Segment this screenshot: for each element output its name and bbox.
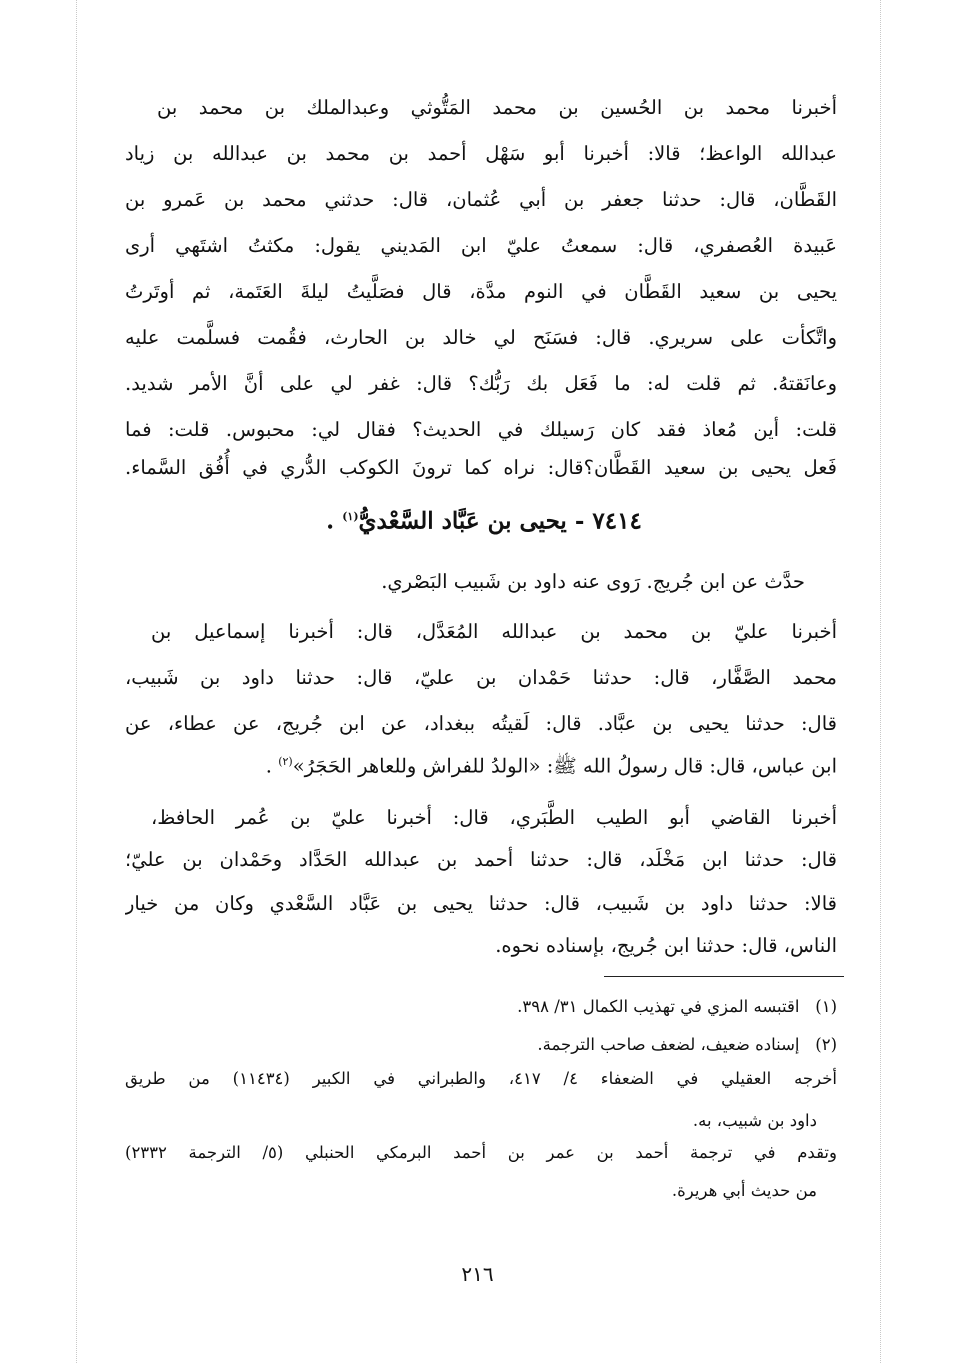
text-line: الناس، قال: حدثنا ابن جُريج، بإسناده نحوه. [495, 934, 837, 957]
text-line: محمد الصَّفَّار، قال: حدثنا حَمْدان بن عليّ، قال: حدثنا داود بن شَبيب، [125, 666, 837, 689]
footnote-1 [117, 992, 837, 1022]
text-line: قالا: حدثنا داود بن شَبيب، قال: حدثنا يحيى بن عَبَّاد السَّعْدي وكان من خيار [125, 892, 837, 915]
text-line: أخبرنا القاضي أبو الطيب الطَّبَري، قال: أخبرنا عليّ بن عُمر الحافظ، [151, 806, 837, 829]
text-line: وعانَقتهُ. ثم قلت له: ما فَعَل بك رَبُّك؟ قال: غفر لي على أنَّ الأمر شديد. [125, 372, 837, 395]
footnote-line: وتقدم في ترجمة أحمد بن عمر بن أحمد البرمكي الحنبلي (٥/ الترجمة ٢٣٣٢) [125, 1143, 837, 1162]
text-line: ابن عباس، قال: قال رسولُ الله ﷺ: «الولدُ للفراش وللعاهر الحَجَرُ»$^{(٢)}$ . [265, 754, 837, 778]
text-line: عَبيدة العُصفري، قال: سمعتُ عليّ ابن المَديني يقول: مكثتُ اشتَهي أرى [125, 234, 837, 257]
text-line: قال: حدثنا يحيى بن عبَّاد. قال: لَقيتُه ببغداد، عن ابن جُريج، عن عطاء، عن [125, 712, 837, 735]
footnote-line: أخرجه العقيلي في الضعفاء ٤/ ٤١٧، والطبراني في الكبير (١١٤٣٤) من طريق [125, 1069, 837, 1088]
footnote-number: (١) [815, 997, 837, 1016]
entry-heading-text: ٧٤١٤ - يحيى بن عَبَّاد السَّعْديُّ [358, 507, 642, 535]
hadith-text: ابن عباس، قال: قال رسولُ الله ﷺ: «الولدُ للفراش وللعاهر الحَجَرُ» [292, 754, 837, 778]
text-line: قال: حدثنا ابن مَخْلَد، قال: حدثنا أحمد بن عبدالله الحَدَّاد وحَمْدان بن عليّ؛ [125, 848, 837, 871]
text-line: القَطَّان، قال: حدثنا جعفر بن أبي عُثمان، قال: حدثني محمد بن عَمرو بن [125, 188, 837, 211]
footnote-text: إسناده ضعيف، لضعف صاحب الترجمة. [537, 1035, 800, 1054]
footnote-line: داود بن شبيب، به. [692, 1111, 817, 1130]
footnote-ref-1: (١) [342, 510, 359, 523]
footnote-text: اقتبسه المزي في تهذيب الكمال ٣١/ ٣٩٨. [517, 997, 800, 1016]
footnote-line: من حديث أبي هريرة. [671, 1181, 817, 1200]
footnote-separator [604, 976, 844, 977]
text-line: أخبرنا عليّ بن محمد بن عبدالله المُعَدَّل، قال: أخبرنا إسماعيل بن [151, 620, 837, 643]
scan-line [880, 0, 881, 1363]
entry-heading: ٧٤١٤ - يحيى بن عَبَّاد السَّعْديُّ$^{(١)}$ . [326, 507, 642, 535]
page-number: ٢١٦ [461, 1262, 494, 1286]
text-line: واتَّكأت على سريري. قال: فسَنَح لي خالد بن الحارث، فقُمت فسلَّمت عليه [125, 326, 837, 349]
scan-line [76, 0, 77, 1363]
text-line: عبدالله الواعظ؛ قالا: أخبرنا أبو سَهْل أحمد بن محمد بن عبدالله بن زياد [125, 142, 837, 165]
text-line: قلت: أين مُعاذ فقد كان رَسيلك في الحديث؟ فقال لي: محبوس. قلت: فما [125, 418, 837, 441]
footnote-ref-2: (٢) [278, 755, 293, 768]
text-line: أخبرنا محمد بن الحُسين بن محمد المَتُّوثي وعبدالملك بن محمد بن [157, 96, 837, 119]
footnote-number: (٢) [815, 1035, 837, 1054]
footnote-2 [117, 1030, 837, 1060]
text-line: فَعل يحيى بن سعيد القَطَّان؟قال: نراه كما ترونَ الكوكب الدُّري في أُفُق السَّماء. [125, 456, 837, 479]
text-line: يحيى بن سعيد القَطَّان في النوم مدَّة، قال فصَلَّيتُ ليلةَ العَتَمة، ثم أوتَرتُ [125, 280, 837, 303]
text-line: حدَّث عن ابن جُريج. رَوى عنه داود بن شَبيب البَصْري. [381, 570, 805, 593]
